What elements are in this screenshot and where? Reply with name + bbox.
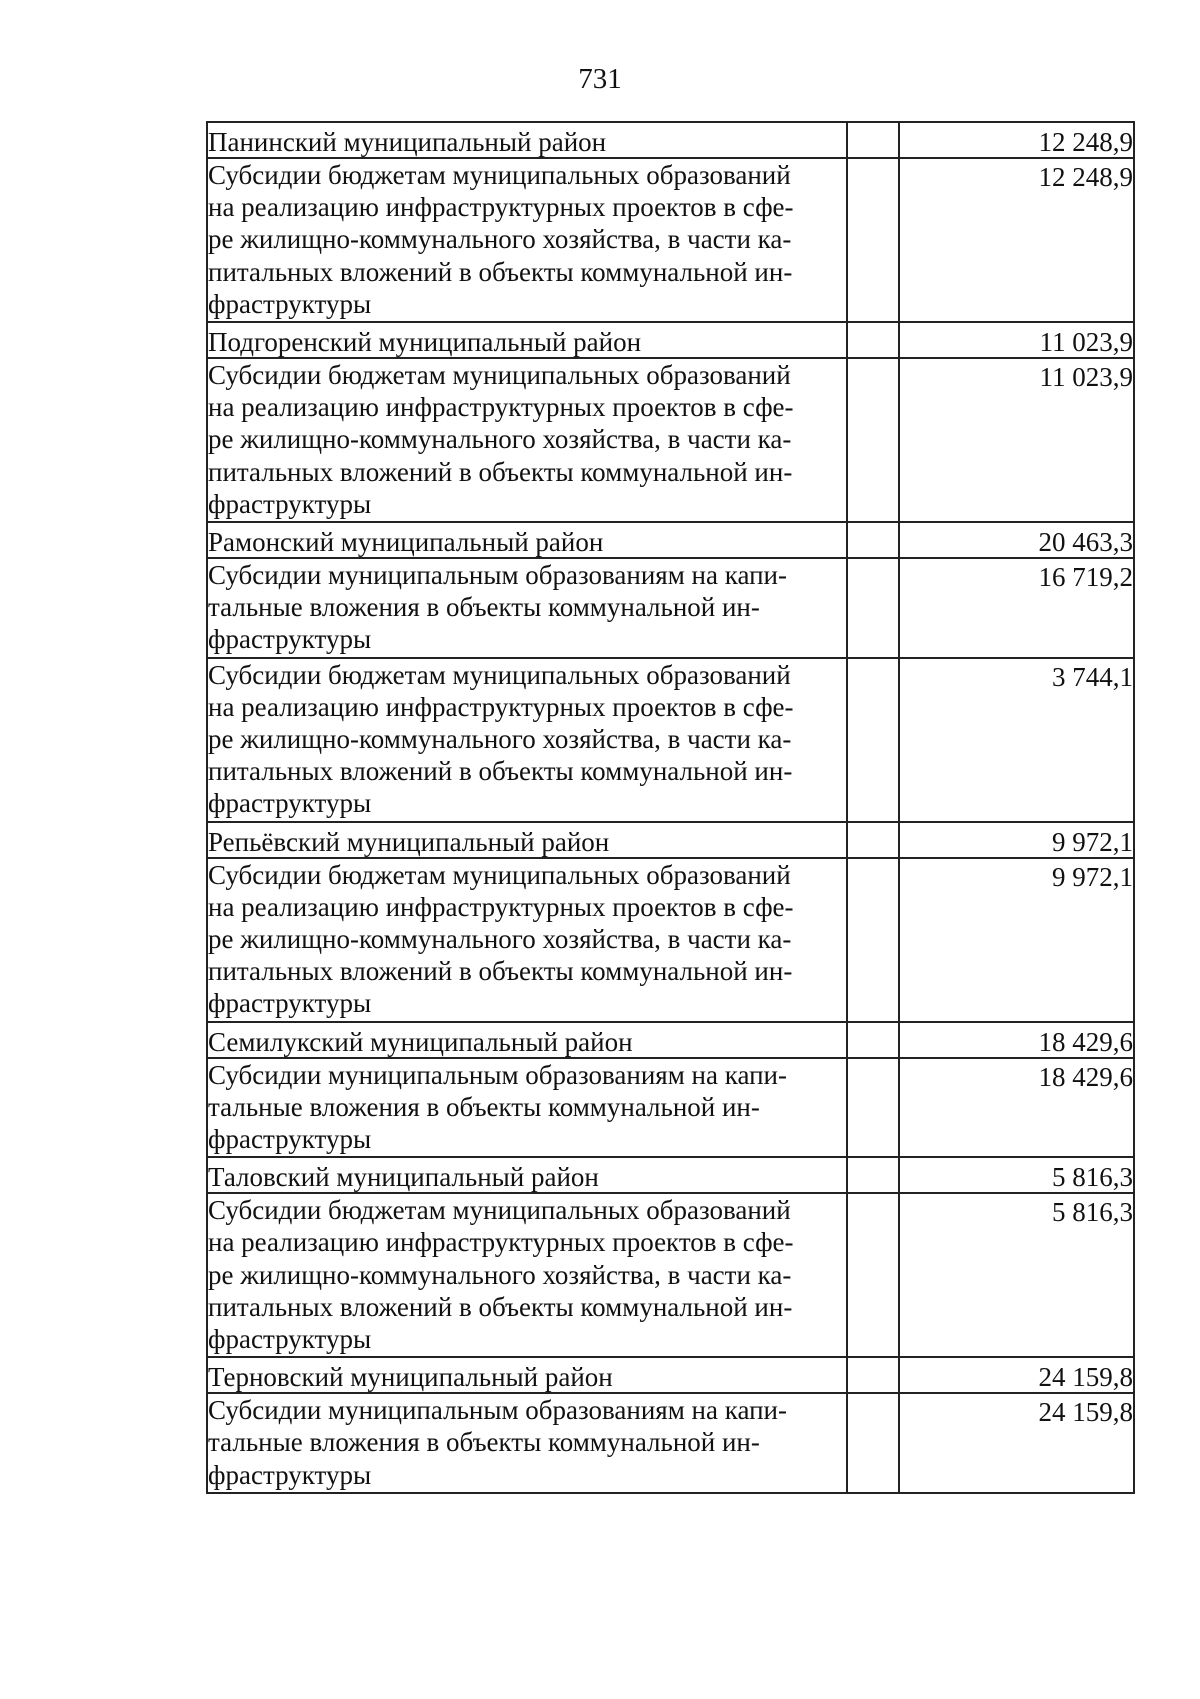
subsidy-description-cell [207,158,847,322]
subsidy-row [207,658,1134,822]
region-name-cell [207,322,847,358]
empty-cell [847,858,899,1022]
subsidy-description: Субсидии муниципальным образованиям на капи- тальные вложения в объекты коммунальной ин- фраструктуры [208,1059,787,1154]
subsidy-description: Субсидии бюджетам муниципальных образований на реализацию инфраструктурных проектов в сфе- ре жилищно-коммунального хозяйства, в части ка- питальных вложений в объекты коммунальной ин- фраструктуры [208,859,794,1019]
amount-cell: 12 248,9 [899,158,1134,322]
amount-cell: 18 429,6 [899,1022,1134,1058]
subsidy-description: Субсидии бюджетам муниципальных образований на реализацию инфраструктурных проектов в сфе- ре жилищно-коммунального хозяйства, в части ка- питальных вложений в объекты коммунальной ин- фраструктуры [208,659,794,819]
subsidy-description-cell [207,1058,847,1158]
region-name: Терновский муниципальный район [208,1362,613,1393]
empty-cell [847,1357,899,1393]
page-number: 731 [578,63,622,95]
subsidy-description: Субсидии муниципальным образованиям на капи- тальные вложения в объекты коммунальной ин- фраструктуры [208,560,787,655]
amount-cell: 24 159,8 [899,1357,1134,1393]
amount-cell: 11 023,9 [899,358,1134,522]
empty-cell [847,1393,899,1493]
empty-cell [847,822,899,858]
subsidy-row [207,1193,1134,1357]
subsidy-description-cell [207,1193,847,1357]
subsidy-row [207,1393,1134,1493]
empty-cell [847,158,899,322]
region-row [207,822,1134,858]
region-name-cell [207,522,847,558]
amount-cell: 24 159,8 [899,1393,1134,1493]
empty-cell [847,358,899,522]
subsidy-row [207,1058,1134,1158]
region-row [207,1357,1134,1393]
region-row [207,322,1134,358]
region-row [207,1022,1134,1058]
region-name: Таловский муниципальный район [208,1162,599,1193]
empty-cell [847,322,899,358]
budget-table [206,121,1135,1494]
subsidy-description: Субсидии бюджетам муниципальных образований на реализацию инфраструктурных проектов в сфе- ре жилищно-коммунального хозяйства, в части ка- питальных вложений в объекты коммунальной ин- фраструктуры [208,160,794,319]
empty-cell [847,1058,899,1158]
subsidy-description-cell [207,658,847,822]
region-name-cell [207,1157,847,1193]
region-name-cell [207,1022,847,1058]
region-name-cell [207,1357,847,1393]
empty-cell [847,658,899,822]
region-row [207,1157,1134,1193]
region-row [207,522,1134,558]
empty-cell [847,558,899,658]
subsidy-row [207,858,1134,1022]
amount-cell: 5 816,3 [899,1193,1134,1357]
amount-cell: 3 744,1 [899,658,1134,822]
amount-cell: 18 429,6 [899,1058,1134,1158]
region-name: Репьёвский муниципальный район [208,826,610,857]
empty-cell [847,122,899,158]
region-name: Рамонский муниципальный район [208,527,604,557]
subsidy-description-cell [207,558,847,658]
subsidy-description: Субсидии бюджетам муниципальных образований на реализацию инфраструктурных проектов в сфе- ре жилищно-коммунального хозяйства, в части ка- питальных вложений в объекты коммунальной ин- фраструктуры [208,360,794,519]
region-name: Подгоренский муниципальный район [208,327,642,357]
region-name: Семилукский муниципальный район [208,1026,633,1057]
amount-cell: 16 719,2 [899,558,1134,658]
subsidy-row [207,158,1134,322]
subsidy-description-cell [207,1393,847,1493]
subsidy-description-cell [207,358,847,522]
subsidy-description: Субсидии бюджетам муниципальных образований на реализацию инфраструктурных проектов в сфе- ре жилищно-коммунального хозяйства, в части ка- питальных вложений в объекты коммунальной ин- фраструктуры [208,1195,794,1354]
region-row [207,122,1134,158]
amount-cell: 9 972,1 [899,858,1134,1022]
amount-cell: 20 463,3 [899,522,1134,558]
amount-cell: 5 816,3 [899,1157,1134,1193]
amount-cell: 12 248,9 [899,122,1134,158]
region-name-cell [207,822,847,858]
empty-cell [847,1193,899,1357]
region-name-cell [207,122,847,158]
region-name: Панинский муниципальный район [208,127,607,157]
amount-cell: 9 972,1 [899,822,1134,858]
amount-cell: 11 023,9 [899,322,1134,358]
empty-cell [847,522,899,558]
subsidy-description-cell [207,858,847,1022]
subsidy-description: Субсидии муниципальным образованиям на капи- тальные вложения в объекты коммунальной ин- фраструктуры [208,1395,787,1490]
empty-cell [847,1022,899,1058]
subsidy-row [207,558,1134,658]
subsidy-row [207,358,1134,522]
empty-cell [847,1157,899,1193]
